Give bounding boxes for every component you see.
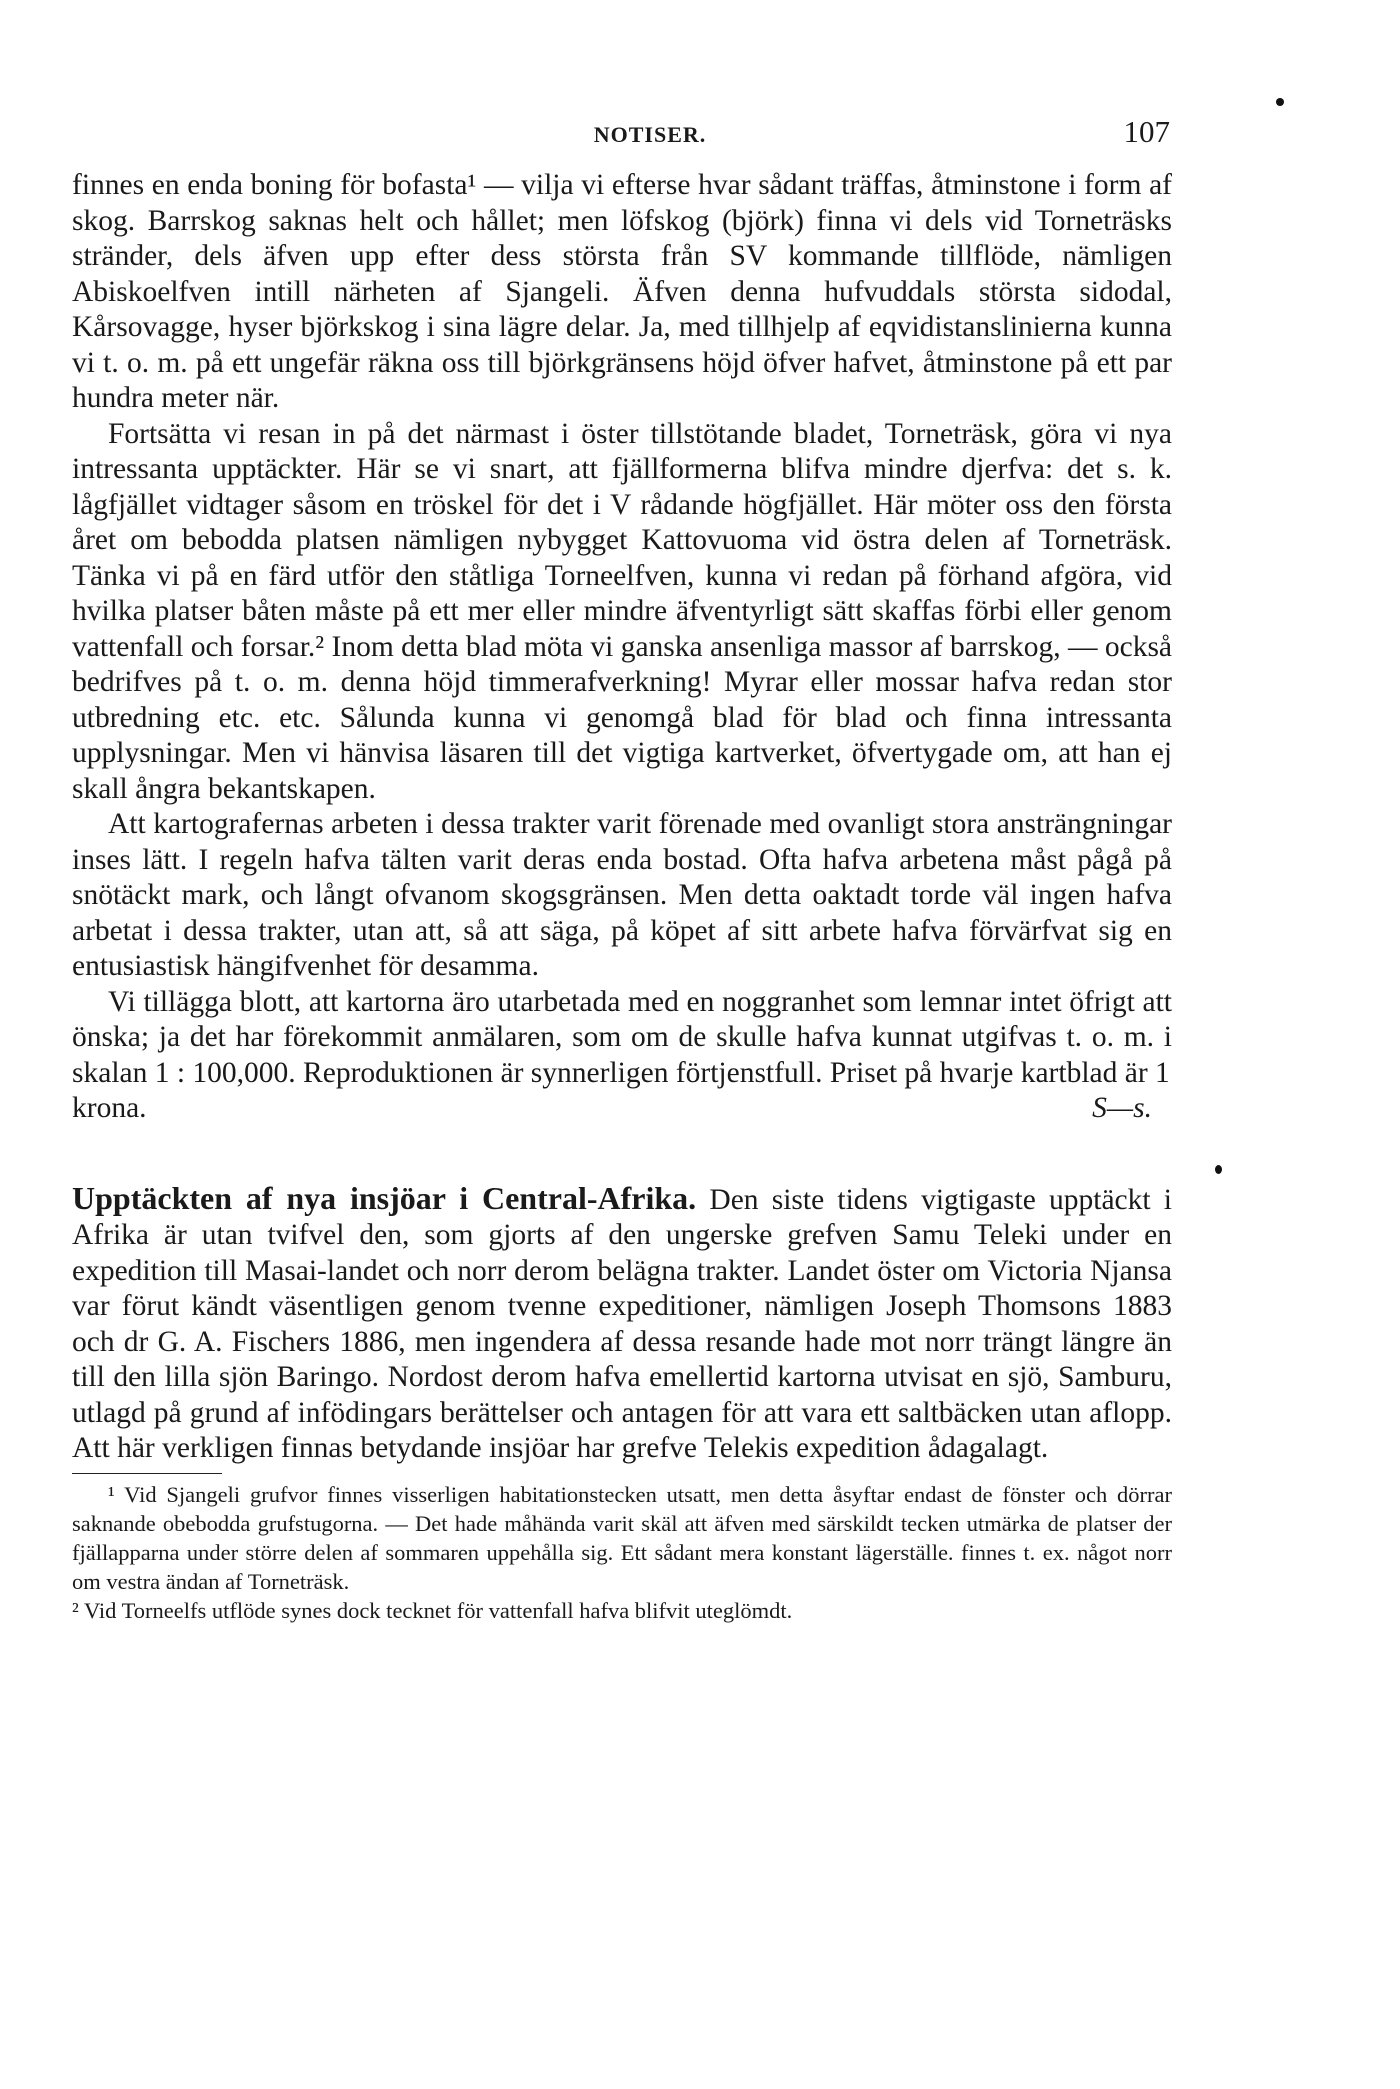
body-text	[72, 168, 1172, 1625]
section-paragraph	[72, 1181, 1172, 1467]
closing-word: krona.	[72, 1092, 147, 1124]
page-header	[130, 112, 1170, 152]
paragraph: finnes en enda boning för bofasta¹ — vilja vi efterse hvar sådant träffas, åtminstone i form af skog. Barrskog saknas helt och hållet; men löfskog (björk) finna vi dels vid Torneträsks stränder, dels äfven upp efter dess största från SV kommande tillflöde, nämligen Abiskoelfven intill närheten af Sjangeli. Äfven denna hufvuddals största sidodal, Kårsovagge, hyser björkskog i sina lägre delar. Ja, med tillhjelp af eqvidistanslinierna kunna vi t. o. m. på ett ungefär räkna oss till björkgränsens höjd öfver hafvet, åtminstone på ett par hundra meter när.	[72, 169, 1172, 414]
paragraph: Att kartografernas arbeten i dessa trakter varit förenade med ovanligt stora ansträngningar inses lätt. I regeln hafva tälten varit deras enda bostad. Ofta hafva arbetena måst pågå på snötäckt mark, och långt ofvanom skogsgränsen. Men detta oaktadt torde väl ingen hafva arbetat i dessa trakter, utan att, så att säga, på köpet af sitt arbete hafva förvärfvat sig en entusiastisk hängifvenhet för desamma.	[72, 808, 1172, 982]
footnote: ¹ Vid Sjangeli grufvor finnes visserligen habitationstecken utsatt, men detta åsyftar endast de fönster och dörrar saknande obebodda grufstugorna. — Det hade måhända varit skäl att äfven med särskildt tecken utmärka de platser der fjällapparna under större delen af sommaren uppehålla sig. Ett sådant mera konstant lägerställe. finnes t. ex. något norr om vestra ändan af Torneträsk.	[72, 1481, 1172, 1594]
paragraph: Vi tillägga blott, att kartorna äro utarbetada med en noggranhet som lemnar intet öfrigt att önska; ja det har förekommit anmälaren, som om de skulle hafva kunnat utgifvas t. o. m. i skalan 1 : 100,000. Reproduktionen är synnerligen förtjenstfull. Priset på hvarje kartblad är 1	[72, 985, 1172, 1089]
section-text: Den siste tidens vigtigaste upptäckt i Afrika är utan tvifvel den, som gjorts af den ungerske grefven Samu Teleki under en expedition till Masai-landet och norr derom belägna trakter. Landet öster om Victoria Njansa var förut kändt väsentligen genom tvenne expeditioner, nämligen Joseph Thomsons 1883 och dr G. A. Fischers 1886, men ingendera af dessa resande hade mot norr trängt längre än till den lilla sjön Baringo. Nordost derom hafva emellertid kartorna utvisat en sjö, Samburu, utlagd på grund af infödingars berättelser och antagen för att vara ett saltbäcken utan aflopp. Att här verkligen finnas betydande insjöar har grefve Telekis expedition ådagalagt.	[72, 1183, 1173, 1464]
footnote-rule	[72, 1473, 222, 1474]
footnotes	[72, 1480, 1172, 1625]
scan-speck	[1215, 1165, 1222, 1174]
section-title: Upptäckten af nya insjöar i Central-Afrika.	[72, 1179, 697, 1216]
author-initials: S—s.	[1092, 1092, 1152, 1124]
paragraph: Fortsätta vi resan in på det närmast i öster tillstötande bladet, Torneträsk, göra vi nya intressanta upptäckter. Här se vi snart, att fjällformerna blifva mindre djerfva: det s. k. lågfjället vidtager såsom en tröskel för det i V rådande högfjället. Här möter oss den första året om bebodda platsen nämligen nybygget Kattovuoma vid östra delen af Torneträsk. Tänka vi på en färd utför den ståtliga Torneelfven, kunna vi redan på förhand afgöra, vid hvilka platser båten måste på ett mer eller mindre äfventyrligt sätt skaffas förbi eller genom vattenfall och forsar.² Inom detta blad möta vi ganska ansenliga massor af barrskog, — också bedrifves på t. o. m. denna höjd timmerafverkning! Myrar eller mossar hafva redan stor utbredning etc. etc. Sålunda kunna vi genomgå blad för blad och finna intressanta upplysningar. Men vi hänvisa läsaren till det vigtiga kartverket, öfvertygade om, att han ej skall ångra bekantskapen.	[72, 417, 1173, 805]
scan-speck	[1276, 98, 1284, 106]
running-head: NOTISER.	[593, 122, 707, 147]
page-number: 107	[1123, 114, 1170, 149]
signature-line	[72, 1091, 1172, 1127]
footnote: ² Vid Torneelfs utflöde synes dock tecknet för vattenfall hafva blifvit uteglömdt.	[72, 1597, 793, 1623]
